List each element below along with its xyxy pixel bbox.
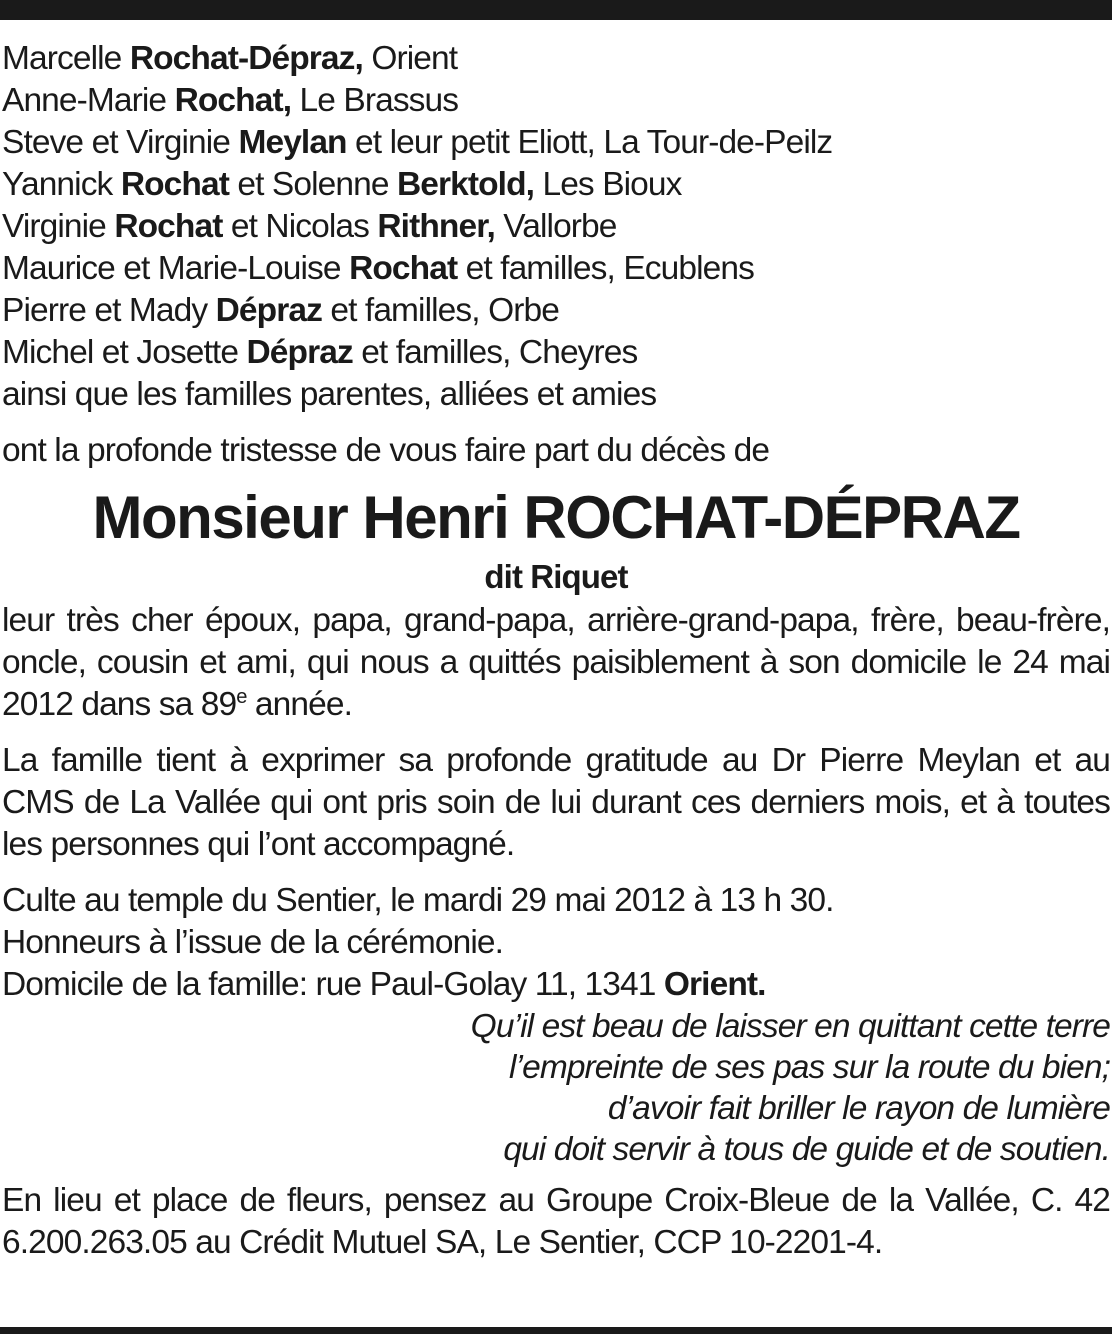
poem-verse	[2, 1006, 1110, 1170]
deceased-name: Monsieur Henri ROCHAT-DÉPRAZ	[92, 484, 1020, 551]
verse-line: qui doit servir à tous de guide et de soutien.	[503, 1131, 1110, 1168]
notice-body	[2, 38, 1110, 1264]
verse-line: d’avoir fait briller le rayon de lumière	[607, 1090, 1110, 1127]
family-list	[2, 38, 1110, 416]
family-line: Virginie Rochat et Nicolas Rithner, Vallorbe	[2, 208, 617, 245]
family-line: Yannick Rochat et Solenne Berktold, Les Bioux	[2, 166, 682, 203]
verse-line: Qu’il est beau de laisser en quittant cette terre	[470, 1008, 1110, 1045]
family-address-line: Domicile de la famille: rue Paul-Golay 11, 1341 Orient.	[2, 966, 766, 1003]
relationship-paragraph: leur très cher époux, papa, grand-papa, arrière-grand-papa, frère, beau-frère, oncle, cousin et ami, qui nous a quittés paisiblement à son domicile le 24 mai 2012 dans sa 89e année.	[2, 602, 1110, 723]
family-line: Steve et Virginie Meylan et leur petit Eliott, La Tour-de-Peilz	[2, 124, 833, 161]
service-info	[2, 880, 1110, 1006]
family-line: Marcelle Rochat-Dépraz, Orient	[2, 40, 458, 77]
service-line: Culte au temple du Sentier, le mardi 29 mai 2012 à 13 h 30.	[2, 882, 834, 919]
nickname: dit Riquet	[484, 558, 628, 595]
verse-line: l’empreinte de ses pas sur la route du bien;	[509, 1049, 1110, 1086]
allies-line: ainsi que les familles parentes, alliées et amies	[2, 376, 657, 413]
bottom-rule	[0, 1327, 1112, 1334]
family-line: Michel et Josette Dépraz et familles, Cheyres	[2, 334, 638, 371]
intro-line: ont la profonde tristesse de vous faire part du décès de	[2, 432, 770, 469]
honours-line: Honneurs à l’issue de la cérémonie.	[2, 924, 504, 961]
family-line: Anne-Marie Rochat, Le Brassus	[2, 82, 459, 119]
top-rule	[0, 0, 1112, 20]
donation-paragraph: En lieu et place de fleurs, pensez au Groupe Croix-Bleue de la Vallée, C. 42 6.200.263.05 au Crédit Mutuel SA, Le Sentier, CCP 10-2201-4.	[2, 1182, 1110, 1261]
family-line: Pierre et Mady Dépraz et familles, Orbe	[2, 292, 559, 329]
thanks-paragraph: La famille tient à exprimer sa profonde gratitude au Dr Pierre Meylan et au CMS de La Vallée qui ont pris soin de lui durant ces derniers mois, et à toutes les personnes qui l’ont accompagné.	[2, 742, 1110, 863]
family-line: Maurice et Marie-Louise Rochat et familles, Ecublens	[2, 250, 754, 287]
